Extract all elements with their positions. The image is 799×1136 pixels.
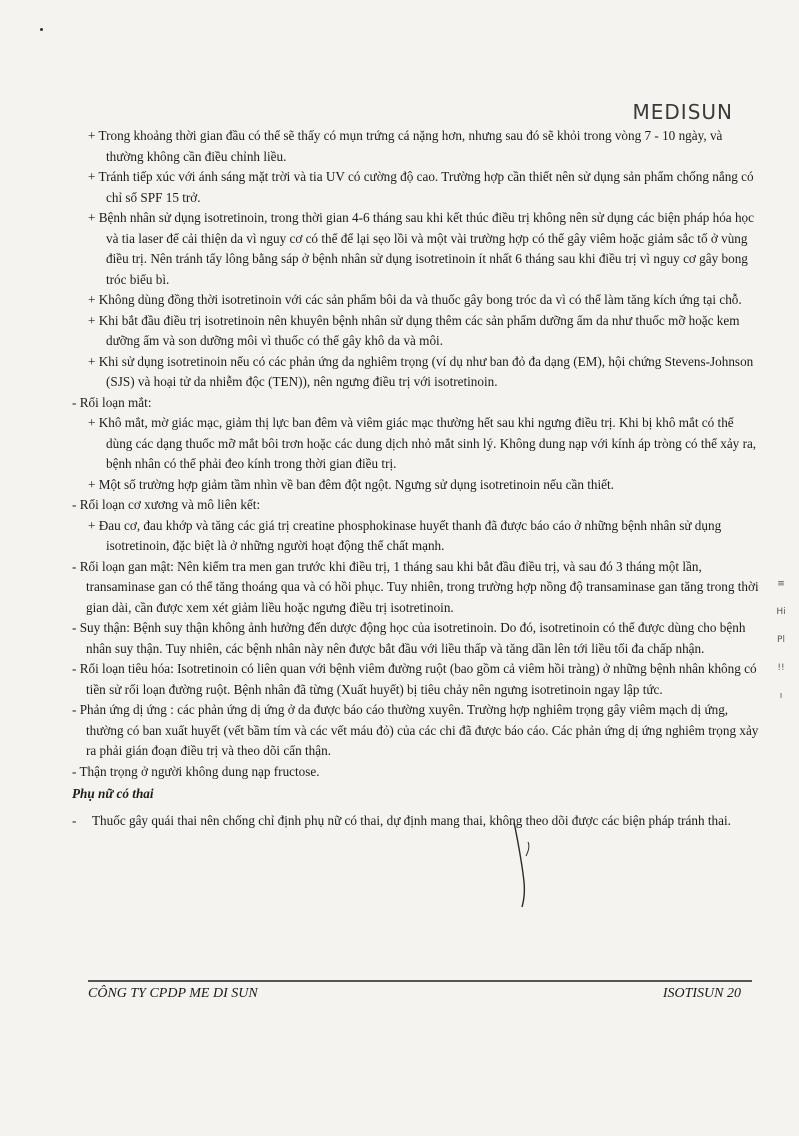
paragraph-laser: + Bệnh nhân sử dụng isotretinoin, trong thời gian 4-6 tháng sau khi kết thúc điều trị không nên sử dụng các biện pháp hóa học và tia laser để cải thiện da vì nguy cơ có thể để lại sẹo lồi và một vài trường hợp có thể gây viêm hoặc giảm sắc tố ở vùng điều trị. Nên tránh tẩy lông bằng sáp ở bệnh nhân sử dụng isotretinoin ít nhất 6 tháng sau khi điều trị vì nguy cơ gây bong tróc biểu bì. <box>88 210 754 287</box>
paragraph-allergy: - Phản ứng dị ứng : các phản ứng dị ứng ở da được báo cáo thường xuyên. Trường hợp nghiêm trọng gây viêm mạch dị ứng, thường có ban xuất huyết (vết bầm tím và các vết máu đỏ) của các chi đã được báo cáo. Các phản ứng dị ứng nghiêm trọng xảy ra phải gián đoạn điều trị và theo dõi cẩn thận. <box>72 702 759 758</box>
heading-eye-disorders: - Rối loạn mắt: <box>72 394 152 410</box>
brand-logo: MEDISUN <box>632 100 733 124</box>
paragraph-renal: - Suy thận: Bệnh suy thận không ảnh hưởng đến dược động học của isotretinoin. Do đó, isotretinoin có thể được dùng cho bệnh nhân suy thận. Tuy nhiên, các bệnh nhân này nên được bắt đầu với liều thấp và tăng dần lên tới liều tối đa chấp nhận. <box>72 620 746 656</box>
paragraph-topical: + Không dùng đồng thời isotretinoin với các sản phẩm bôi da và thuốc gây bong tróc da vì có thể làm tăng kích ứng tại chỗ. <box>88 292 742 307</box>
footer-company: CÔNG TY CPDP ME DI SUN <box>88 986 258 1001</box>
paragraph-dry-eye: + Khô mắt, mờ giác mạc, giảm thị lực ban đêm và viêm giác mạc thường hết sau khi ngưng điều trị. Khi bị khô mắt có thể dùng các dạng thuốc mỡ mắt bôi trơn hoặc các dung dịch nhỏ mắt sinh lý. Không dung nạp với kính áp tròng có thể xảy ra, bệnh nhân có thể phải đeo kính trong thời gian điều trị. <box>88 415 757 471</box>
paragraph-hepatic: - Rối loạn gan mật: Nên kiểm tra men gan trước khi điều trị, 1 tháng sau khi bắt đầu điều trị, và sau đó 3 tháng một lần, transaminase gan có thể tăng thoáng qua và có hồi phục. Tuy nhiên, trong trường hợp nồng độ transaminase gan tăng trong thời gian dài, cần được xem xét giảm liều hoặc ngưng điều trị isotretinoin. <box>72 558 759 615</box>
heading-pregnancy: Phụ nữ có thai <box>72 786 154 801</box>
paragraph-myalgia: + Đau cơ, đau khớp và tăng các giá trị creatine phosphokinase huyết thanh đã được báo cáo ở những bệnh nhân sử dụng isotretinoin, đặc biệt là ở những người hoạt động thể chất mạnh. <box>88 517 722 553</box>
scan-speck <box>40 28 43 31</box>
paragraph-moisturizer: + Khi bắt đầu điều trị isotretinoin nên khuyên bệnh nhân sử dụng thêm các sản phẩm dưỡng ẩm da như thuốc mỡ hoặc kem dưỡng ẩm và son dưỡng môi vì thuốc có thể gây khô da và môi. <box>88 312 740 348</box>
handwritten-stroke <box>500 812 540 912</box>
paragraph-fructose: - Thận trọng ở người không dung nạp fructose. <box>72 763 320 779</box>
paragraph-pregnancy: Thuốc gây quái thai nên chống chỉ định phụ nữ có thai, dự định mang thai, không theo dõi được các biện pháp tránh thai. <box>92 812 731 828</box>
heading-musculoskeletal: - Rối loạn cơ xương và mô liên kết: <box>72 497 261 512</box>
margin-scan-marks: ≡ Hi Pl !! ı <box>776 579 786 701</box>
paragraph-night-vision: + Một số trường hợp giảm tầm nhìn về ban đêm đột ngột. Ngưng sử dụng isotretinoin nếu cần thiết. <box>88 476 614 492</box>
pregnancy-item <box>72 811 760 832</box>
paragraph-skin-reaction: + Khi sử dụng isotretinoin nếu có các phản ứng da nghiêm trọng (ví dụ như ban đỏ đa dạng (EM), hội chứng Stevens-Johnson (SJS) và hoại tử da nhiễm độc (TEN)), nên ngưng điều trị với isotretinoin. <box>88 353 754 389</box>
footer-product: ISOTISUN 20 <box>662 986 741 1001</box>
document-body <box>72 126 760 831</box>
paragraph-gastro: - Rối loạn tiêu hóa: Isotretinoin có liên quan với bệnh viêm đường ruột (bao gồm cả viêm hồi tràng) ở những bệnh nhân không có tiền sử rối loạn đường ruột. Bệnh nhân đã từng (Xuất huyết) bị tiêu chảy nên ngưng isotretinoin ngay lập tức. <box>72 661 757 697</box>
pregnancy-bullet: - <box>72 812 77 828</box>
paragraph-acne: + Trong khoảng thời gian đầu có thể sẽ thấy có mụn trứng cá nặng hơn, nhưng sau đó sẽ khỏi trong vòng 7 - 10 ngày, và thường không cần điều chỉnh liều. <box>88 128 723 164</box>
footer-divider <box>88 980 752 982</box>
paragraph-sun: + Tránh tiếp xúc với ánh sáng mặt trời và tia UV có cường độ cao. Trường hợp cần thiết nên sử dụng sản phẩm chống nắng có chỉ số SPF 15 trở. <box>88 169 754 205</box>
